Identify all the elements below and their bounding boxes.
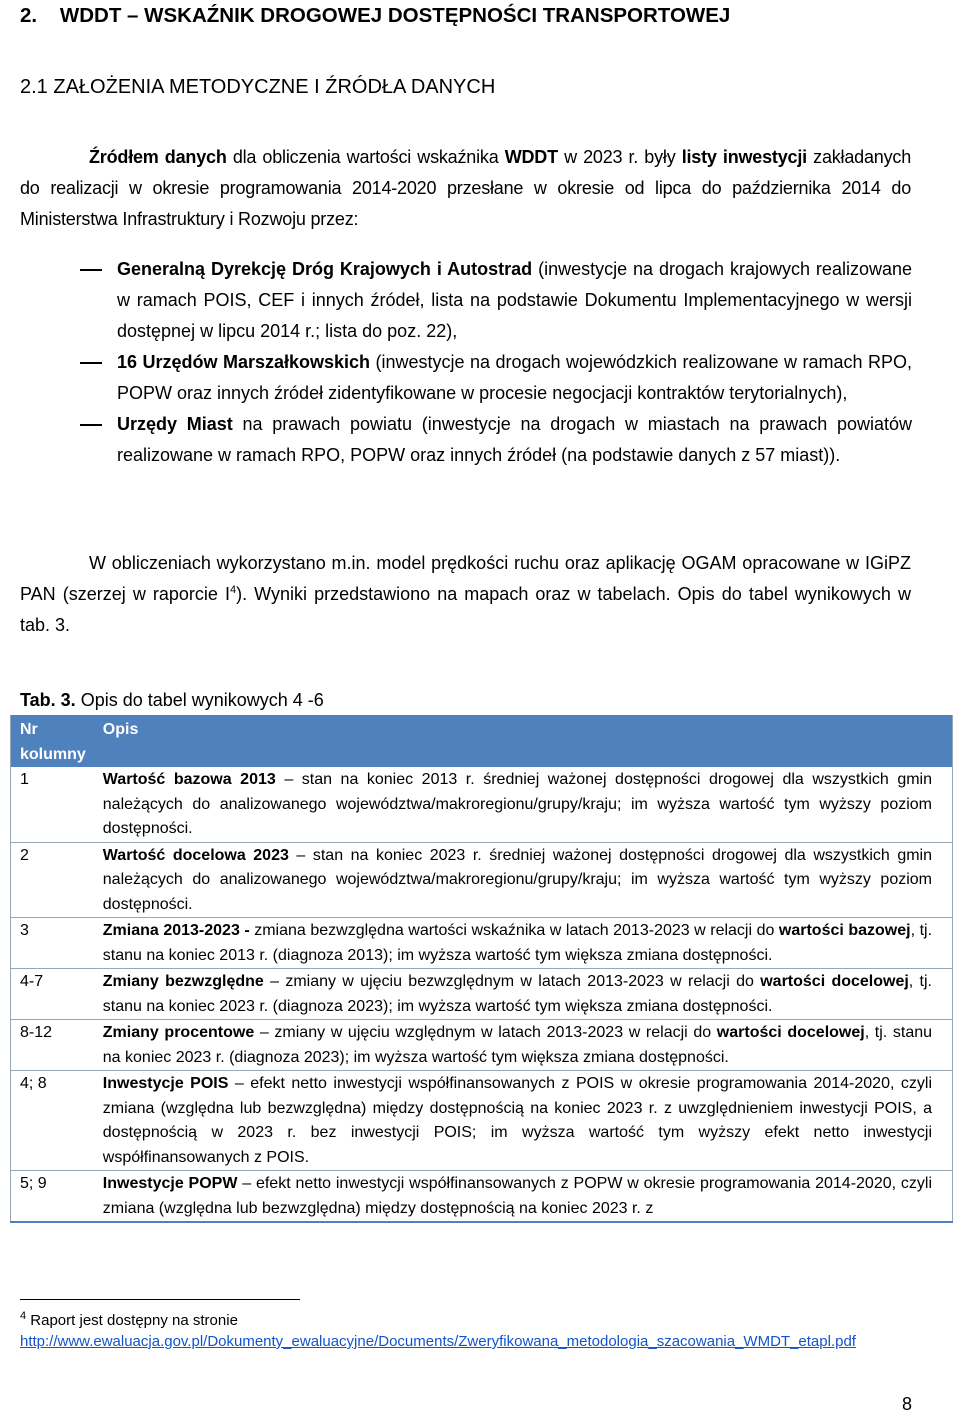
intro-paragraph	[20, 142, 911, 235]
method-text-a: W obliczeniach wykorzystano m.in. model prędkości ruchu oraz aplikację OGAM opracowane w IGiPZ PAN (szerzej w raporcie I	[20, 553, 911, 604]
intro-text-6: zakładanych do realizacji w okresie programowania 2014-2020 przesłane w okresie od lipca do października 2014 do Ministerstwa Infrastruktury i Rozwoju przez:	[20, 147, 912, 229]
table-row	[11, 767, 953, 842]
cell-nr: 4-7	[11, 969, 94, 1020]
method-text-b: ). Wyniki przedstawiono na mapach oraz w tabelach. Opis do tabel wynikowych w tab. 3.	[20, 584, 912, 635]
list-item-text: (inwestycje na drogach krajowych realizowane w ramach POIS, CEF i innych źródeł, lista na podstawie Dokumentu Implementacyjnego w wersji dostępnej w lipcu 2014 r.; lista do poz. 22),	[117, 259, 912, 341]
cell-bold-2: wartości bazowej	[778, 922, 911, 939]
cell-desc	[94, 842, 953, 918]
table-row	[11, 1020, 953, 1071]
footnote	[20, 1310, 910, 1352]
cell-text: – stan na koniec 2013 r. średniej ważonej dostępności drogowej dla wszystkich gmin należących do analizowanego województwa/makroregionu/grupy/kraju; im wyższa wartość tym wyższy poziom dostępności.	[102, 771, 932, 837]
dash-bullet-icon	[80, 269, 102, 271]
cell-bold: Wartość docelowa 2023	[102, 846, 289, 864]
cell-text: zmiana bezwzględna wartości wskaźnika w latach 2013-2023 w relacji do	[249, 922, 779, 939]
cell-bold: Wartość bazowa 2013	[102, 771, 276, 788]
header-desc: Opis	[94, 715, 953, 767]
cell-desc	[94, 767, 953, 842]
source-list	[80, 254, 912, 471]
list-item-bold: Urzędy Miast	[117, 414, 233, 434]
cell-desc	[94, 1071, 953, 1171]
intro-bold-1: Źródłem danych	[89, 147, 227, 167]
cell-text-2: , tj. stanu na koniec 2023 r. (diagnoza 2023); im wyższa wartość tym większa zmiana dostępności.	[102, 973, 932, 1015]
dash-bullet-icon	[80, 424, 102, 426]
cell-desc	[94, 918, 953, 969]
list-item	[80, 254, 912, 347]
cell-bold: Zmiana 2013-2023 -	[102, 922, 250, 939]
cell-nr: 1	[11, 767, 94, 842]
table-caption-text: Opis do tabel wynikowych 4 -6	[75, 690, 324, 710]
cell-nr: 3	[11, 918, 94, 969]
table-caption	[20, 690, 324, 711]
footnote-ref[interactable]: 4	[229, 584, 237, 596]
intro-text-4: w 2023 r. były	[557, 147, 682, 167]
cell-bold-2: wartości docelowej	[760, 973, 909, 990]
table-header-row	[11, 715, 953, 767]
cell-text: – efekt netto inwestycji współfinansowanych z POPW w okresie programowania 2014-2020, czyli zmiana (względna lub bezwzględna) między dostępnością na koniec 2023 r. z	[102, 1175, 932, 1217]
cell-bold: Zmiany procentowe	[102, 1024, 255, 1041]
section-heading: 2. WDDT – WSKAŹNIK DROGOWEJ DOSTĘPNOŚCI TRANSPORTOWEJ	[20, 4, 731, 27]
table-row	[11, 1171, 953, 1223]
cell-bold: Zmiany bezwzględne	[102, 973, 264, 990]
cell-text: – efekt netto inwestycji współfinansowanych z POIS w okresie programowania 2014-2020, czyli zmiana (względna lub bezwzględna) między dostępnością na koniec 2023 r. z uwzględnieniem inwestycji POIS, a dostępnością w 2023 r. bez inwestycji POIS; im wyższa wartość tym wyższy efekt netto inwestycji współfinansowanych z POIS.	[102, 1075, 932, 1166]
cell-nr: 2	[11, 842, 94, 918]
cell-text: – zmiany w ujęciu względnym w latach 2013-2023 w relacji do	[254, 1024, 717, 1041]
page-number: 8	[901, 1394, 912, 1414]
footnote-text: Raport jest dostępny na stronie	[26, 1312, 238, 1329]
table-row	[11, 1071, 953, 1171]
header-nr: Nr kolumny	[11, 715, 94, 767]
subsection-heading: 2.1 ZAŁOŻENIA METODYCZNE I ŹRÓDŁA DANYCH	[20, 76, 496, 98]
list-item-text: (inwestycje na drogach wojewódzkich realizowane w ramach RPO, POPW oraz innych źródeł zidentyfikowane w procesie negocjacji kontraktów terytorialnych),	[117, 352, 912, 403]
dash-bullet-icon	[80, 362, 102, 364]
cell-bold-2: wartości docelowej	[716, 1024, 865, 1041]
method-paragraph	[20, 548, 911, 641]
cell-desc	[94, 969, 953, 1020]
table-row	[11, 842, 953, 918]
intro-bold-3: WDDT	[504, 147, 558, 167]
cell-nr: 5; 9	[11, 1171, 94, 1223]
footnote-separator	[20, 1299, 300, 1300]
cell-text-2: , tj. stanu na koniec 2023 r. (diagnoza 2023); im wyższa wartość tym większa zmiana dostępności.	[102, 1024, 933, 1066]
cell-text: – zmiany w ujęciu bezwzględnym w latach 2013-2023 w relacji do	[263, 973, 761, 990]
cell-nr: 4; 8	[11, 1071, 94, 1171]
list-item	[80, 409, 912, 471]
cell-bold: Inwestycje POIS	[102, 1075, 229, 1092]
cell-nr: 8-12	[11, 1020, 94, 1071]
list-item-text: na prawach powiatu (inwestycje na drogach w miastach na prawach powiatów realizowane w ramach RPO, POPW oraz innych źródeł (na podstawie danych z 57 miast)).	[117, 414, 912, 465]
cell-desc	[94, 1020, 953, 1071]
table-row	[11, 918, 953, 969]
cell-bold: Inwestycje POPW	[102, 1175, 238, 1192]
list-item	[80, 347, 912, 409]
list-item-bold: 16 Urzędów Marszałkowskich	[117, 352, 371, 372]
cell-desc	[94, 1171, 953, 1223]
table-caption-label: Tab. 3.	[20, 690, 76, 710]
cell-text: – stan na koniec 2023 r. średniej ważonej dostępności drogowej dla wszystkich gmin należących do analizowanego województwa/makroregionu/grupy/kraju; im wyższa wartość tym wyższy poziom dostępności.	[102, 846, 933, 913]
results-description-table	[10, 715, 953, 1223]
list-item-bold: Generalną Dyrekcję Dróg Krajowych i Autostrad	[117, 259, 533, 279]
table-row	[11, 969, 953, 1020]
footnote-link[interactable]: http://www.ewaluacja.gov.pl/Dokumenty_ewaluacyjne/Documents/Zweryfikowana_metodologia_szacowania_WMDT_etapl.pdf	[20, 1333, 856, 1350]
footnote-number: 4	[20, 1310, 27, 1322]
intro-bold-5: listy inwestycji	[681, 147, 807, 167]
intro-text-2: dla obliczenia wartości wskaźnika	[226, 147, 505, 167]
cell-text-2: , tj. stanu na koniec 2013 r. (diagnoza 2013); im wyższa wartość tym większa zmiana dostępności.	[102, 922, 933, 964]
